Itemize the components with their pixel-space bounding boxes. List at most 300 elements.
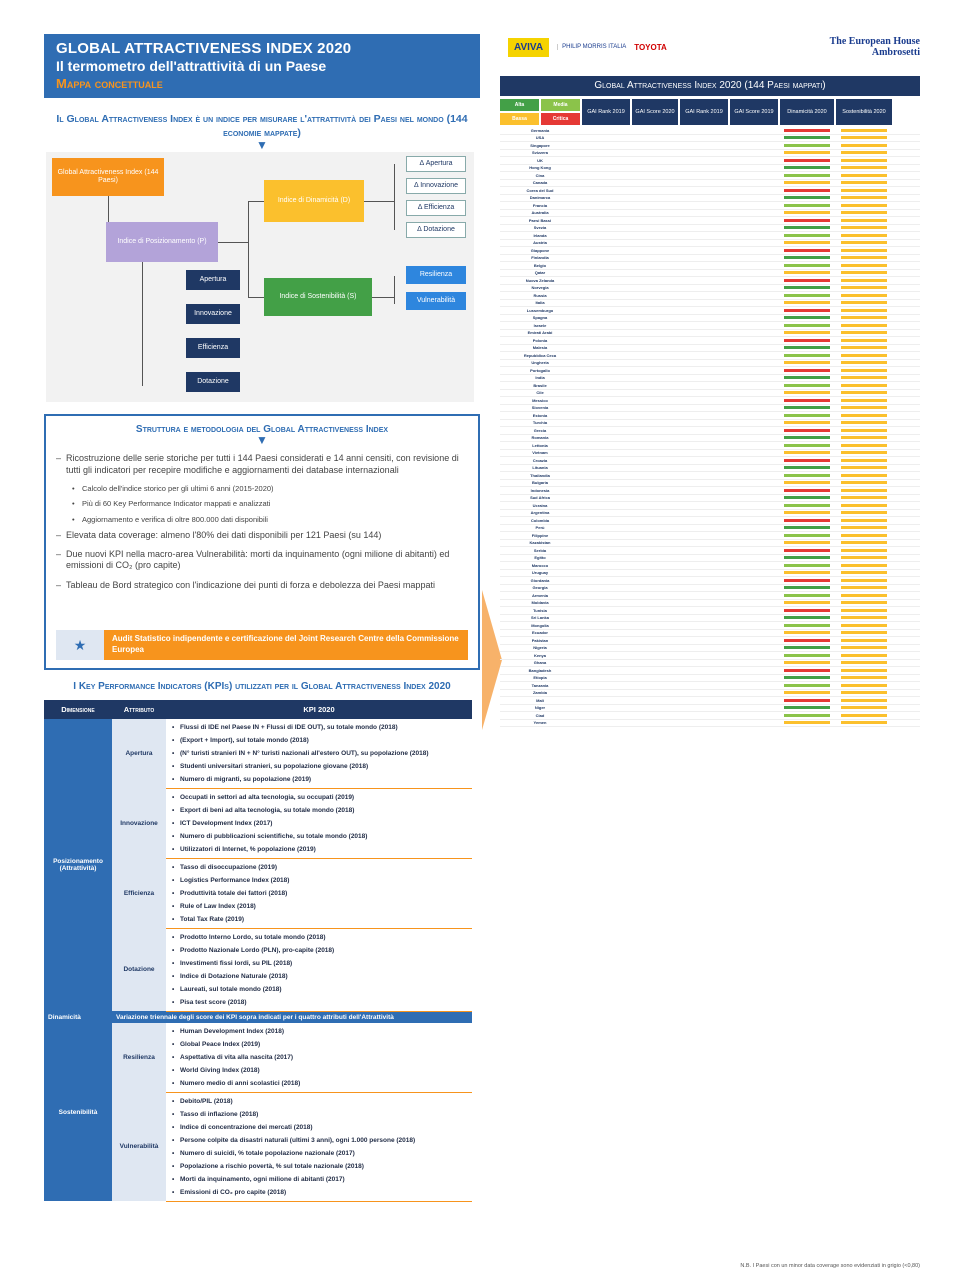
tier-bar (841, 504, 887, 507)
rank-cell (582, 390, 630, 397)
tier-cell (780, 352, 834, 359)
rank-cell (680, 420, 728, 427)
tier-bar (784, 421, 830, 424)
intro-text: Il Global Attractiveness Index è un indice per misurare l'attrattività dei Paesi nel mondo (144 economie mappate) (56, 113, 468, 140)
concept-map (46, 152, 474, 402)
rank-cell (582, 712, 630, 719)
rank-cell (582, 600, 630, 607)
rank-cell (680, 135, 728, 142)
tier-cell (836, 420, 892, 427)
connector (248, 201, 264, 202)
tier-cell (780, 435, 834, 442)
country-name: Pakistan (531, 637, 549, 643)
ranking-rows (500, 127, 920, 727)
ranking-row (500, 150, 920, 158)
tier-cell (836, 615, 892, 622)
kpi-item: • Numero medio di anni scolastici (2018) (170, 1077, 468, 1090)
map-sos-resilienza: Resilienza (406, 266, 466, 284)
ranking-row (500, 352, 920, 360)
audit-banner (56, 628, 468, 662)
rank-cell (632, 270, 678, 277)
tier-cell (780, 660, 834, 667)
rank-cell (582, 165, 630, 172)
rank-cell (680, 667, 728, 674)
kpi-row (44, 719, 472, 789)
rank-cell (632, 435, 678, 442)
tier-cell (780, 480, 834, 487)
rank-cell (632, 457, 678, 464)
ranking-row (500, 667, 920, 675)
rank-cell (632, 180, 678, 187)
rank-cell (582, 307, 630, 314)
ranking-row (500, 442, 920, 450)
rank-cell (680, 570, 728, 577)
kpi-items (166, 788, 472, 858)
rank-cell (680, 157, 728, 164)
rank-cell (730, 352, 778, 359)
ranking-row (500, 495, 920, 503)
rank-cell (730, 525, 778, 532)
rank-cell (632, 225, 678, 232)
rank-cell (582, 570, 630, 577)
rank-cell (680, 225, 728, 232)
rank-cell (730, 277, 778, 284)
rank-cell (730, 232, 778, 239)
tier-bar (784, 309, 830, 312)
rank-cell (632, 465, 678, 472)
kpi-item: • Popolazione a rischio povertà, % sul totale nazionale (2018) (170, 1160, 468, 1173)
rank-cell (632, 540, 678, 547)
ranking-row (500, 712, 920, 720)
rank-cell (730, 247, 778, 254)
rank-cell (680, 247, 728, 254)
ranking-row (500, 457, 920, 465)
tier-bar (784, 444, 830, 447)
rank-cell (632, 645, 678, 652)
ranking-panel (500, 30, 920, 1269)
country-name: Egitto (534, 555, 546, 561)
tier-bar (784, 571, 830, 574)
page-title: GLOBAL ATTRACTIVENESS INDEX 2020 (56, 40, 352, 57)
rank-cell (632, 525, 678, 532)
rank-cell (632, 360, 678, 367)
tier-cell (836, 240, 892, 247)
tier-cell (780, 202, 834, 209)
rank-cell (680, 322, 728, 329)
tier-bar (841, 219, 887, 222)
ranking-row (500, 187, 920, 195)
kpi-items (166, 858, 472, 928)
country-name: Qatar (534, 270, 546, 276)
rank-cell (680, 255, 728, 262)
kpi-item: • Laureati, sul totale mondo (2018) (170, 983, 468, 996)
tier-bar (841, 541, 887, 544)
rank-cell (680, 675, 728, 682)
tier-bar (784, 369, 830, 372)
kpi-item: • Numero di migranti, su popolazione (2019) (170, 773, 468, 786)
tier-cell (780, 232, 834, 239)
rank-cell (680, 187, 728, 194)
rank-cell (582, 345, 630, 352)
rank-cell (730, 382, 778, 389)
rank-cell (680, 172, 728, 179)
tier-cell (836, 202, 892, 209)
rank-cell (632, 510, 678, 517)
ranking-row (500, 330, 920, 338)
rank-cell (730, 592, 778, 599)
rank-cell (730, 397, 778, 404)
ranking-row (500, 600, 920, 608)
country-name: Sud Africa (530, 495, 550, 501)
country-name: Bulgaria (531, 480, 548, 486)
rank-cell (730, 225, 778, 232)
tier-cell (780, 292, 834, 299)
tier-cell (780, 225, 834, 232)
rank-cell (730, 465, 778, 472)
rank-cell (582, 457, 630, 464)
methodology-item: • Aggiornamento e verifica di oltre 800.000 dati disponibili (56, 515, 468, 524)
tier-cell (836, 247, 892, 254)
tier-bar (784, 714, 830, 717)
kpi-item: • Pisa test score (2018) (170, 996, 468, 1009)
tier-cell (836, 555, 892, 562)
tier-cell (780, 457, 834, 464)
ranking-row (500, 517, 920, 525)
tier-cell (780, 390, 834, 397)
country-name: Filippine (531, 532, 549, 538)
country-name: Etiopia (533, 675, 547, 681)
rank-cell (582, 127, 630, 134)
country-name: Norvegia (531, 285, 549, 291)
rank-cell (680, 345, 728, 352)
ranking-row (500, 300, 920, 308)
tier-cell (836, 352, 892, 359)
methodology-box (44, 414, 480, 670)
tier-bar (841, 264, 887, 267)
country-name: Colombia (530, 517, 550, 523)
rank-cell (680, 150, 728, 157)
rank-cell (582, 405, 630, 412)
tier-bar (784, 586, 830, 589)
country-name: Polonia (532, 337, 548, 343)
rank-cell (632, 690, 678, 697)
tier-cell (780, 262, 834, 269)
ranking-row (500, 157, 920, 165)
tier-bar (784, 474, 830, 477)
ranking-row (500, 502, 920, 510)
tier-bar (841, 204, 887, 207)
kpi-attribute: Resilienza (112, 1023, 166, 1093)
rank-cell (730, 375, 778, 382)
rank-cell (680, 397, 728, 404)
rank-cell (680, 127, 728, 134)
country-name: Ucraina (532, 502, 548, 508)
tier-cell (836, 660, 892, 667)
ranking-row (500, 532, 920, 540)
country-name: Turchia (532, 420, 548, 426)
ranking-row (500, 547, 920, 555)
tier-bar (784, 519, 830, 522)
rank-cell (680, 577, 728, 584)
ranking-row (500, 292, 920, 300)
tier-bar (841, 174, 887, 177)
tier-bar (784, 669, 830, 672)
rank-cell (582, 675, 630, 682)
tier-cell (780, 307, 834, 314)
rank-cell (680, 210, 728, 217)
tier-bar (841, 616, 887, 619)
tier-bar (784, 556, 830, 559)
rank-cell (730, 675, 778, 682)
country-name: Zambia (532, 690, 547, 696)
tier-cell (780, 382, 834, 389)
map-sub-apertura: Apertura (186, 270, 240, 290)
ranking-row (500, 465, 920, 473)
country-name: Germania (530, 127, 550, 133)
kpi-item: • Total Tax Rate (2019) (170, 913, 468, 926)
kpi-item: • Morti da inquinamento, ogni milione di abitanti (2017) (170, 1173, 468, 1186)
tier-bar (841, 691, 887, 694)
methodology-item: – Due nuovi KPI nella macro-area Vulnerabilità: morti da inquinamento (ogni milione di abitanti) ed emissioni di CO₂ (pro capite) (56, 549, 468, 572)
rank-cell (582, 382, 630, 389)
ranking-row (500, 622, 920, 630)
rank-cell (730, 187, 778, 194)
rank-cell (730, 367, 778, 374)
rank-cell (680, 540, 728, 547)
tier-bar (784, 249, 830, 252)
rank-cell (730, 502, 778, 509)
tier-cell (836, 637, 892, 644)
ranking-row (500, 487, 920, 495)
ranking-row (500, 472, 920, 480)
kpi-item: • Emissioni di CO₂ pro capite (2018) (170, 1186, 468, 1199)
kpi-item: • Persone colpite da disastri naturali (ultimi 3 anni), ogni 1.000 persone (2018) (170, 1134, 468, 1147)
rank-cell (730, 585, 778, 592)
kpi-items (166, 1023, 472, 1093)
rank-cell (632, 600, 678, 607)
tier-bar (841, 279, 887, 282)
rank-cell (730, 360, 778, 367)
tier-cell (836, 300, 892, 307)
rank-cell (680, 472, 728, 479)
rank-cell (730, 300, 778, 307)
rank-cell (680, 292, 728, 299)
rank-cell (632, 555, 678, 562)
rank-cell (730, 172, 778, 179)
rank-cell (730, 667, 778, 674)
rank-cell (680, 382, 728, 389)
country-name: Niger (534, 705, 546, 711)
rank-cell (730, 510, 778, 517)
rank-cell (730, 315, 778, 322)
ranking-row (500, 690, 920, 698)
tier-bar (784, 541, 830, 544)
rank-cell (680, 532, 728, 539)
kpi-table (44, 700, 472, 1202)
ranking-row (500, 195, 920, 203)
rank-cell (680, 262, 728, 269)
rank-cell (582, 487, 630, 494)
tier-cell (836, 667, 892, 674)
rank-cell (582, 367, 630, 374)
map-dyn-dotazione: Δ Dotazione (406, 222, 466, 238)
ranking-row (500, 202, 920, 210)
tier-cell (836, 592, 892, 599)
tier-cell (780, 495, 834, 502)
rank-cell (582, 187, 630, 194)
rank-cell (730, 255, 778, 262)
ranking-row (500, 172, 920, 180)
rank-cell (632, 307, 678, 314)
tier-bar (841, 369, 887, 372)
rank-cell (730, 262, 778, 269)
rank-cell (582, 247, 630, 254)
tier-cell (836, 277, 892, 284)
tier-cell (836, 600, 892, 607)
tier-bar (841, 271, 887, 274)
tier-cell (780, 697, 834, 704)
tier-cell (836, 165, 892, 172)
rank-cell (582, 210, 630, 217)
rank-cell (582, 435, 630, 442)
rank-cell (680, 390, 728, 397)
tier-bar (841, 601, 887, 604)
tier-bar (841, 564, 887, 567)
tier-bar (784, 391, 830, 394)
rank-cell (680, 367, 728, 374)
ranking-row (500, 135, 920, 143)
country-name: Lussemburgo (526, 307, 554, 313)
rank-cell (730, 562, 778, 569)
rank-cell (730, 202, 778, 209)
kpi-dynamism-row (44, 1011, 472, 1023)
country-name: Giordania (530, 577, 550, 583)
rank-cell (632, 420, 678, 427)
rank-cell (730, 682, 778, 689)
rank-cell (680, 637, 728, 644)
tier-bar (784, 436, 830, 439)
tier-cell (780, 270, 834, 277)
rank-cell (730, 660, 778, 667)
rank-cell (680, 375, 728, 382)
tier-cell (780, 630, 834, 637)
rank-cell (632, 330, 678, 337)
map-sustainability-box: Indice di Sostenibilità (S) (264, 278, 372, 316)
rank-cell (730, 330, 778, 337)
rank-cell (730, 645, 778, 652)
tier-cell (836, 697, 892, 704)
tier-bar (784, 129, 830, 132)
rank-cell (582, 577, 630, 584)
rank-cell (680, 337, 728, 344)
kpi-row (44, 1023, 472, 1093)
rank-cell (730, 570, 778, 577)
ranking-row (500, 525, 920, 533)
country-name: Bangladesh (528, 667, 552, 673)
tier-bar (841, 384, 887, 387)
tier-bar (841, 414, 887, 417)
rank-cell (730, 165, 778, 172)
tier-cell (780, 142, 834, 149)
kpi-attribute: Apertura (112, 719, 166, 789)
rank-cell (680, 427, 728, 434)
tier-cell (780, 412, 834, 419)
tier-cell (836, 292, 892, 299)
rank-cell (582, 315, 630, 322)
ranking-row (500, 405, 920, 413)
tier-cell (836, 390, 892, 397)
tier-bar (784, 489, 830, 492)
country-name: Ghana (533, 660, 547, 666)
tier-bar (841, 361, 887, 364)
tier-cell (836, 322, 892, 329)
rank-cell (582, 285, 630, 292)
tier-cell (780, 247, 834, 254)
tier-bar (784, 459, 830, 462)
tier-bar (784, 504, 830, 507)
rank-cell (730, 345, 778, 352)
country-name: Italia (535, 300, 545, 306)
tier-cell (836, 135, 892, 142)
tier-bar (784, 294, 830, 297)
kpi-attribute: Dotazione (112, 928, 166, 1011)
rank-cell (680, 555, 728, 562)
tier-cell (780, 180, 834, 187)
rank-cell (632, 135, 678, 142)
rank-cell (632, 165, 678, 172)
tier-cell (836, 457, 892, 464)
tier-bar (784, 616, 830, 619)
tier-cell (780, 375, 834, 382)
ranking-row (500, 615, 920, 623)
kpi-header-dimension: Dimensione (44, 700, 112, 719)
rank-cell (680, 495, 728, 502)
rank-cell (582, 585, 630, 592)
rank-cell (730, 427, 778, 434)
country-name: Spagna (532, 315, 548, 321)
tier-cell (836, 472, 892, 479)
tier-bar (784, 654, 830, 657)
kpi-item: • Prodotto Nazionale Lordo (PLN), pro-capite (2018) (170, 944, 468, 957)
tier-cell (780, 585, 834, 592)
rank-cell (680, 142, 728, 149)
country-name: Romania (531, 435, 549, 441)
tier-cell (836, 622, 892, 629)
col-header: Sostenibilità 2020 (836, 99, 892, 125)
tier-bar (841, 309, 887, 312)
tier-cell (836, 195, 892, 202)
country-name: Estonia (532, 412, 548, 418)
rank-cell (632, 562, 678, 569)
tier-bar (841, 496, 887, 499)
tier-bar (841, 346, 887, 349)
ranking-row (500, 570, 920, 578)
kpi-item: • Rule of Law Index (2018) (170, 900, 468, 913)
tier-bar (841, 354, 887, 357)
rank-cell (632, 630, 678, 637)
ranking-row (500, 427, 920, 435)
ranking-row (500, 652, 920, 660)
rank-cell (632, 157, 678, 164)
tier-bar (784, 699, 830, 702)
rank-cell (680, 517, 728, 524)
rank-cell (632, 637, 678, 644)
tier-bar (841, 391, 887, 394)
rank-cell (680, 195, 728, 202)
tier-cell (836, 330, 892, 337)
rank-cell (730, 555, 778, 562)
tier-cell (836, 510, 892, 517)
